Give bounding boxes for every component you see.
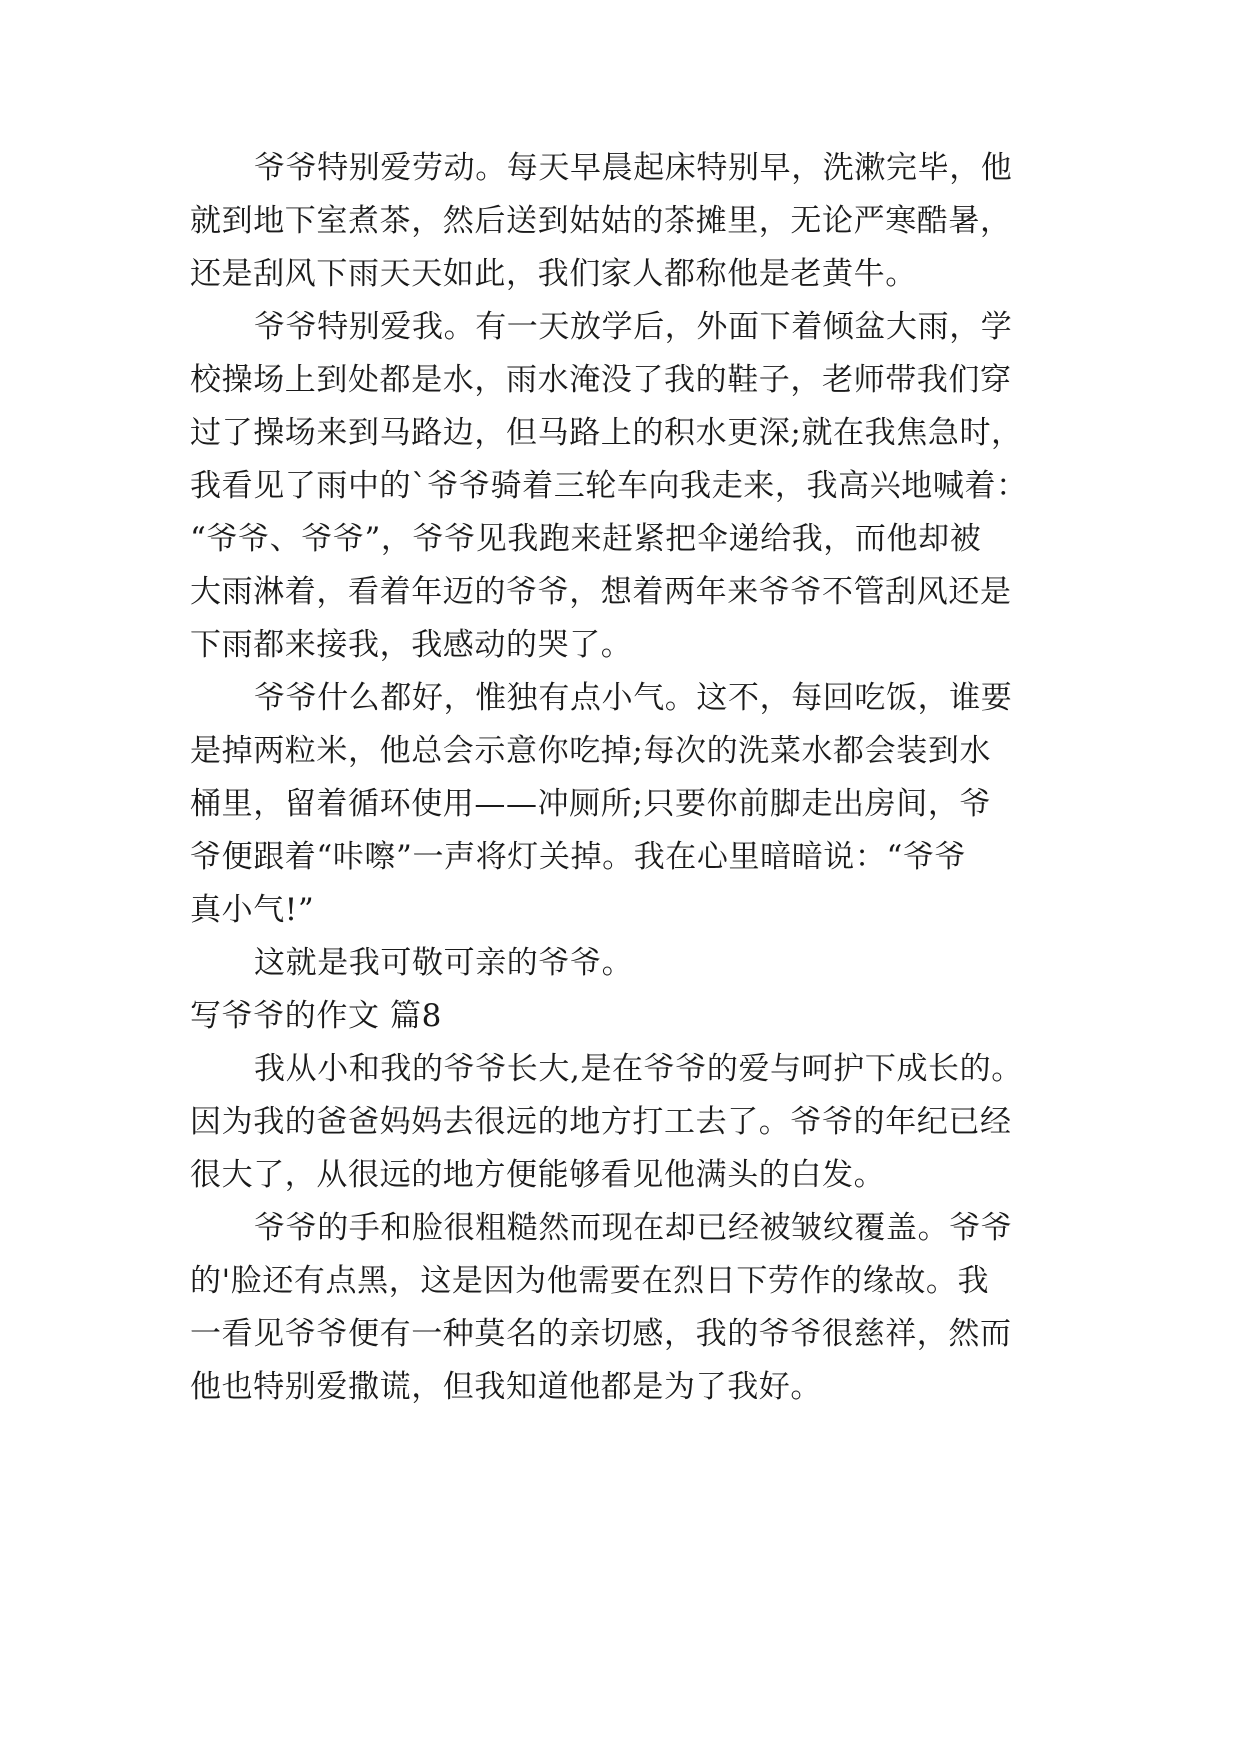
paragraph-line: 爷便跟着“咔嚓”一声将灯关掉。我在心里暗暗说：“爷爷 xyxy=(190,839,967,875)
paragraph-line: 很大了，从很远的地方便能够看见他满头的白发。 xyxy=(190,1157,886,1193)
paragraph-line: 爷爷什么都好，惟独有点小气。这不，每回吃饭，谁要 xyxy=(254,680,1013,716)
paragraph-line: 我看见了雨中的`爷爷骑着三轮车向我走来，我高兴地喊着： xyxy=(190,468,1028,504)
paragraph-line: 真小气!” xyxy=(190,892,315,928)
paragraph-line: 爷爷的手和脸很粗糙然而现在却已经被皱纹覆盖。爷爷 xyxy=(254,1210,1013,1246)
paragraph-line: 爷爷特别爱劳动。每天早晨起床特别早，洗漱完毕，他 xyxy=(254,150,1013,186)
paragraph-line: 下雨都来接我，我感动的哭了。 xyxy=(190,627,633,663)
paragraph-line: 因为我的爸爸妈妈去很远的地方打工去了。爷爷的年纪已经 xyxy=(190,1104,1012,1140)
paragraph-line: 桶里，留着循环使用——冲厕所;只要你前脚走出房间，爷 xyxy=(190,786,992,822)
paragraph-line: 这就是我可敬可亲的爷爷。 xyxy=(254,945,634,981)
paragraph-line: 还是刮风下雨天天如此，我们家人都称他是老黄牛。 xyxy=(190,256,917,292)
paragraph-line: 一看见爷爷便有一种莫名的亲切感，我的爷爷很慈祥，然而 xyxy=(190,1316,1012,1352)
paragraph-line: 是掉两粒米，他总会示意你吃掉;每次的洗菜水都会装到水 xyxy=(190,733,992,769)
paragraph-line: 校操场上到处都是水，雨水淹没了我的鞋子，老师带我们穿 xyxy=(190,362,1012,398)
paragraph-line: “爷爷、爷爷”，爷爷见我跑来赶紧把伞递给我，而他却被 xyxy=(190,521,982,557)
paragraph-line: 他也特别爱撒谎，但我知道他都是为了我好。 xyxy=(190,1369,822,1405)
paragraph-line: 爷爷特别爱我。有一天放学后，外面下着倾盆大雨，学 xyxy=(254,309,1013,345)
paragraph-line: 过了操场来到马路边，但马路上的积水更深;就在我焦急时， xyxy=(190,415,1023,451)
section-heading: 写爷爷的作文 篇8 xyxy=(190,998,442,1034)
paragraph-line: 我从小和我的爷爷长大,是在爷爷的爱与呵护下成长的。 xyxy=(254,1051,1023,1087)
paragraph-line: 大雨淋着，看着年迈的爷爷，想着两年来爷爷不管刮风还是 xyxy=(190,574,1012,610)
paragraph-line: 就到地下室煮茶，然后送到姑姑的茶摊里，无论严寒酷暑， xyxy=(190,203,1012,239)
paragraph-line: 的'脸还有点黑，这是因为他需要在烈日下劳作的缘故。我 xyxy=(190,1263,990,1299)
